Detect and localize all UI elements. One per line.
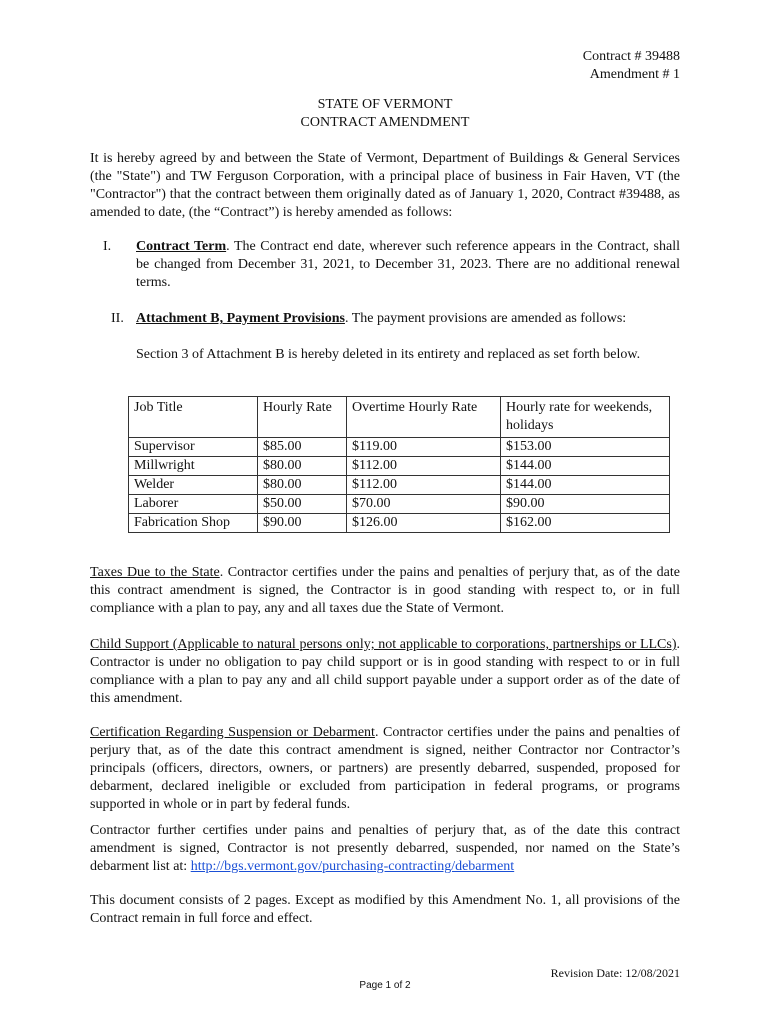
certification-paragraph (90, 724, 680, 814)
table-cell: Fabrication Shop (129, 514, 258, 533)
rate-table (128, 396, 670, 533)
table-row (129, 476, 670, 495)
document-title-line2: CONTRACT AMENDMENT (300, 115, 470, 130)
table-cell: $90.00 (258, 514, 347, 533)
table-cell: $144.00 (501, 457, 670, 476)
table-cell: $85.00 (258, 438, 347, 457)
table-header-cell: Hourly Rate (258, 397, 347, 438)
further-certification-text: Contractor further certifies under pains and penalties of perjury that, as of the date this contract amendment is signed, Contractor is not presently debarred, suspended, nor named on the State’s debarment list at: (90, 823, 680, 874)
payment-provisions-item (136, 310, 680, 328)
table-cell: $50.00 (258, 495, 347, 514)
table-row (129, 457, 670, 476)
table-header-cell: Overtime Hourly Rate (347, 397, 501, 438)
table-cell: $112.00 (347, 457, 501, 476)
payment-provisions-text: . The payment provisions are amended as follows: (344, 311, 627, 326)
contract-term-item (136, 238, 680, 292)
table-row (129, 438, 670, 457)
table-cell: $80.00 (258, 457, 347, 476)
table-cell: Welder (129, 476, 258, 495)
table-header-cell: Hourly rate for weekends, holidays (501, 397, 670, 438)
table-cell: $126.00 (347, 514, 501, 533)
table-cell: $144.00 (501, 476, 670, 495)
item-numeral: I. (103, 239, 112, 254)
table-row (129, 514, 670, 533)
contract-term-text: . The Contract end date, wherever such reference appears in the Contract, shall be changed from December 31, 2021, to December 31, 2023. There are no additional renewal terms. (136, 239, 680, 290)
taxes-paragraph (90, 564, 680, 618)
item-numeral: II. (111, 311, 124, 326)
table-cell: $80.00 (258, 476, 347, 495)
table-cell: Supervisor (129, 438, 258, 457)
table-cell: $162.00 (501, 514, 670, 533)
table-cell: $119.00 (347, 438, 501, 457)
contract-term-heading: Contract Term (136, 239, 227, 254)
child-support-text: . Contractor is under no obligation to pay child support or is in good standing with respect to or in full compliance with a plan to pay any and all child support payable under a support order as of the date of this amendment. (90, 637, 680, 706)
payment-provisions-heading: Attachment B, Payment Provisions (136, 311, 345, 326)
section-3-text: Section 3 of Attachment B is hereby deleted in its entirety and replaced as set forth below. (136, 347, 641, 362)
table-header-row (129, 397, 670, 438)
taxes-heading: Taxes Due to the State (90, 565, 220, 580)
intro-paragraph: It is hereby agreed by and between the State of Vermont, Department of Buildings & General Services (the "State") and TW Ferguson Corporation, with a principal place of business in Fair Haven, VT (the "Contractor") that the contract between them originally dated as of January 1, 2020, Contract #39488, as amended to date, (the “Contract”) is hereby amended as follows: (90, 151, 680, 220)
debarment-list-link[interactable]: http://bgs.vermont.gov/purchasing-contracting/debarment (190, 859, 515, 874)
certification-heading: Certification Regarding Suspension or Debarment (90, 725, 375, 740)
child-support-heading: Child Support (Applicable to natural persons only; not applicable to corporations, partnerships or LLCs) (90, 637, 677, 652)
table-header-cell: Job Title (129, 397, 258, 438)
document-title-line1: STATE OF VERMONT (317, 97, 453, 112)
page-number: Page 1 of 2 (359, 980, 411, 991)
amendment-number: Amendment # 1 (589, 67, 680, 82)
further-certification-paragraph (90, 822, 680, 876)
table-cell: Millwright (129, 457, 258, 476)
child-support-paragraph (90, 636, 680, 708)
table-cell: $112.00 (347, 476, 501, 495)
taxes-text: . Contractor certifies under the pains and penalties of perjury that, as of the date this contract amendment is signed, the Contractor is in good standing with respect to, or in full compliance with a plan to pay, any and all taxes due the State of Vermont. (90, 565, 680, 616)
certification-text: . Contractor certifies under the pains and penalties of perjury that, as of the date this contract amendment is signed, neither Contractor nor Contractor’s principals (officers, directors, owners, or partners) are presently debarred, suspended, proposed for debarment, declared ineligible or excluded from participation in federal programs, or programs supported in whole or in part by federal funds. (90, 725, 680, 812)
closing-paragraph: This document consists of 2 pages. Except as modified by this Amendment No. 1, all provisions of the Contract remain in full force and effect. (90, 893, 680, 926)
table-cell: Laborer (129, 495, 258, 514)
table-cell: $90.00 (501, 495, 670, 514)
revision-date: Revision Date: 12/08/2021 (550, 966, 680, 980)
table-row (129, 495, 670, 514)
table-cell: $70.00 (347, 495, 501, 514)
table-cell: $153.00 (501, 438, 670, 457)
contract-number: Contract # 39488 (582, 49, 680, 64)
